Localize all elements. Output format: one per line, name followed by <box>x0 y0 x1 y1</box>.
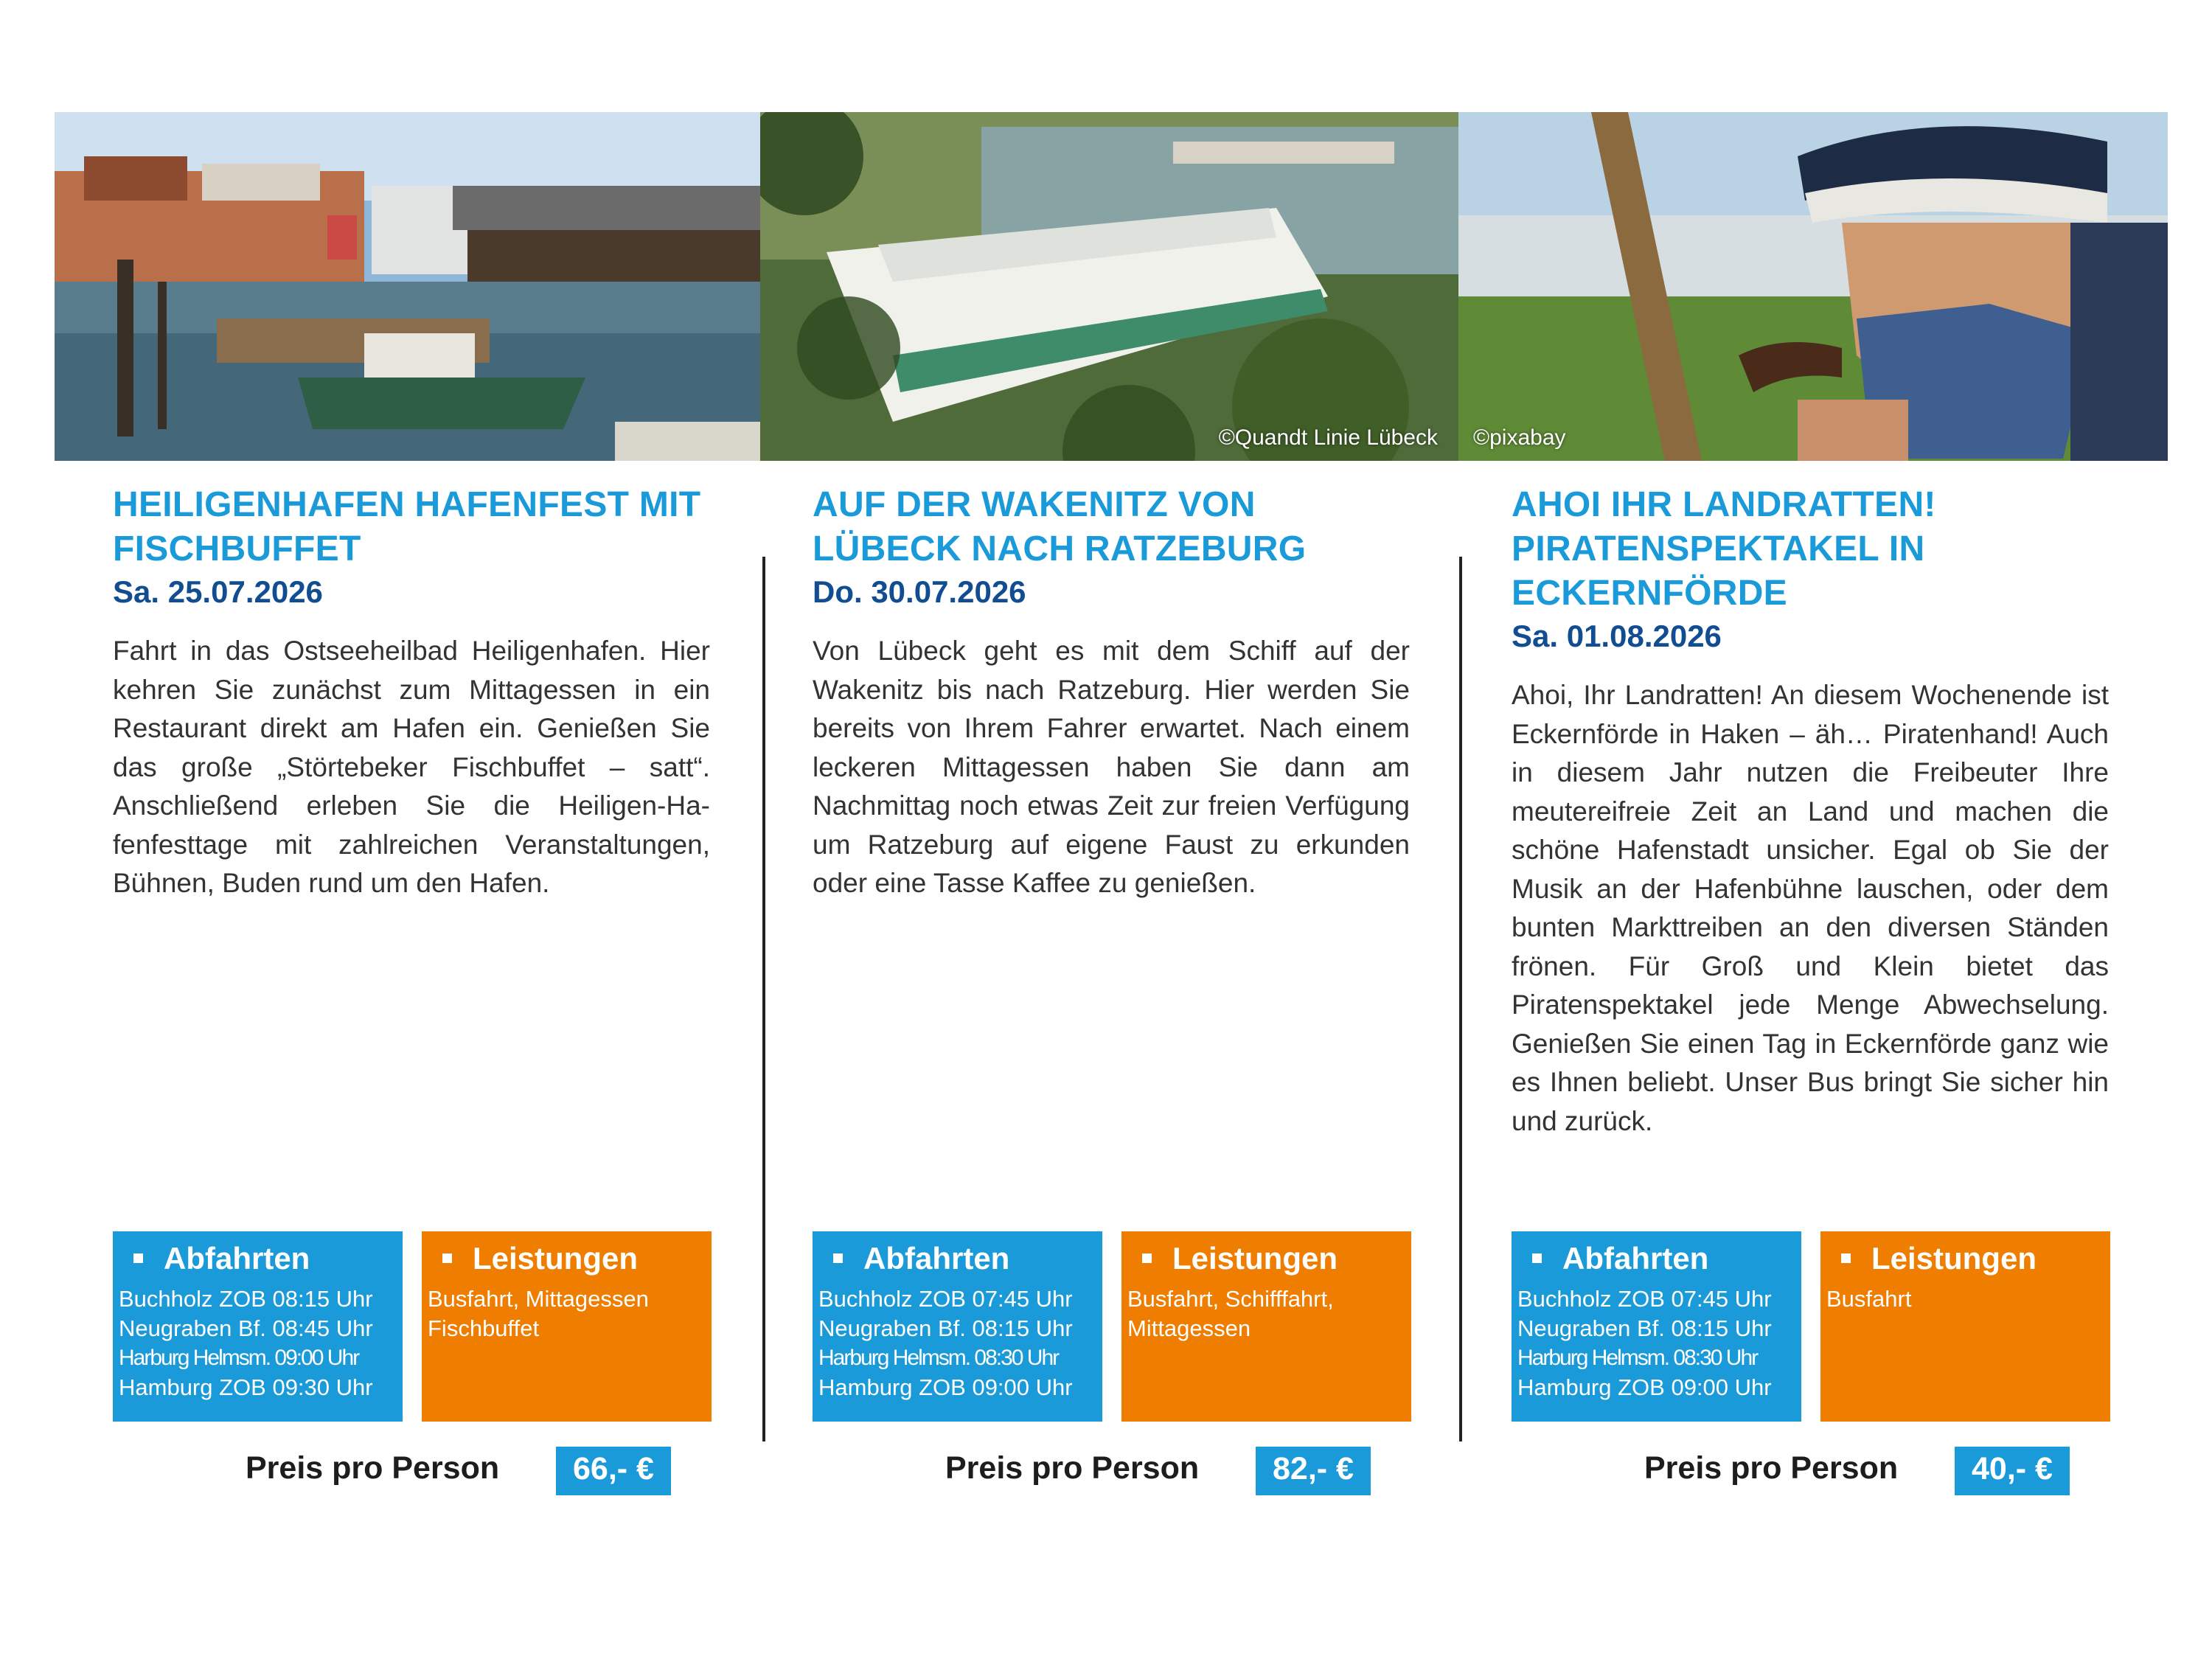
price-badge: 82,- € <box>1256 1447 1371 1495</box>
services-box <box>422 1231 712 1422</box>
service-line: Busfahrt, Mittagessen <box>428 1286 649 1312</box>
offer-description: Von Lübeck geht es mit dem Schiff auf der Wakenitz bis nach Ratzeburg. Hier werden Sie bereits von Ihrem Fahrer erwartet. Nach einem leckeren Mittagessen haben Sie dann am Nachmittag noch etwas Zeit zur freien Verfügung um Ratzeburg auf eigene Faust zu erkunden oder eine Tasse Kaffee zu genießen. <box>813 636 1410 898</box>
departure-line: Hamburg ZOB 09:00 Uhr <box>1517 1374 1772 1400</box>
bullet-square-icon <box>1841 1253 1851 1263</box>
offer-date: Do. 30.07.2026 <box>813 574 1026 609</box>
offer-title: HEILIGENHAFEN HAFENFEST MIT FISCHBUFFET <box>113 485 701 568</box>
services-heading: Leistungen <box>473 1241 639 1276</box>
departure-line: Neugraben Bf. 08:15 Uhr <box>818 1315 1073 1341</box>
offer-wakenitz <box>813 483 1410 903</box>
departure-line: Neugraben Bf. 08:15 Uhr <box>1517 1315 1772 1341</box>
price-label: Preis pro Person <box>1644 1450 1899 1486</box>
departure-line: Hamburg ZOB 09:30 Uhr <box>119 1374 373 1400</box>
departures-box <box>113 1231 403 1422</box>
service-line: Mittagessen <box>1127 1315 1251 1341</box>
price-badge: 66,- € <box>556 1447 671 1495</box>
offer-title: AUF DER WAKENITZ VON LÜBECK NACH RATZEBURG <box>813 485 1307 568</box>
departure-line: Hamburg ZOB 09:00 Uhr <box>818 1374 1073 1400</box>
service-line: Busfahrt, Schifffahrt, <box>1127 1286 1334 1312</box>
departures-heading: Abfahrten <box>164 1241 310 1276</box>
photo-credit-quandt: ©Quandt Linie Lübeck <box>1218 425 1438 450</box>
offer-heiligenhafen <box>113 483 710 903</box>
offer-title: AHOI IHR LANDRATTEN! PIRATENSPEKTAKEL IN ECKERNFÖRDE <box>1512 485 1936 613</box>
bullet-square-icon <box>833 1253 843 1263</box>
bullet-square-icon <box>442 1253 452 1263</box>
departures-box <box>813 1231 1102 1422</box>
departures-box <box>1512 1231 1801 1422</box>
service-line: Busfahrt <box>1826 1286 1912 1312</box>
services-box <box>1820 1231 2110 1422</box>
offer-date: Sa. 01.08.2026 <box>1512 619 1722 653</box>
bullet-square-icon <box>133 1253 143 1263</box>
bullet-square-icon <box>1532 1253 1542 1263</box>
river-boat-photo <box>760 112 1458 461</box>
pirate-figure-photo <box>1458 112 2168 461</box>
photo-credit-pixabay: ©pixabay <box>1473 425 1566 450</box>
bullet-square-icon <box>1142 1253 1152 1263</box>
departures-heading: Abfahrten <box>1562 1241 1709 1276</box>
departure-line: Neugraben Bf. 08:45 Uhr <box>119 1315 373 1341</box>
offer-description: Ahoi, Ihr Landratten! An diesem Wochenende ist Eckernförde in Haken – äh… Piratenhand! Auch in diesem Jahr nutzen die Freibeuter Ihre meutereifreie Zeit an Land und machen die schöne Hafenstadt unsicher. Egal ob Sie der Musik an der Hafenbühne lauschen, oder dem bunten Markttreiben an den diversen Ständen frönen. Für Groß und Klein bietet das Piratenspektakel jede Menge Abwechselung. Genießen Sie einen Tag in Eckernförde ganz wie es Ihnen beliebt. Unser Bus bringt Sie sicher hin und zurück. <box>1512 680 2109 1136</box>
departure-line: Buchholz ZOB 07:45 Uhr <box>818 1286 1073 1312</box>
harbor-photo <box>55 112 760 461</box>
service-line: Fischbuffet <box>428 1315 540 1341</box>
departure-line: Harburg Helmsm. 08:30 Uhr <box>1517 1346 1758 1370</box>
photo-strip <box>55 112 2168 461</box>
offer-description: Fahrt in das Ostseeheilbad Heiligenhafen. Hier kehren Sie zunächst zum Mittagessen in ein Restaurant direkt am Hafen ein. Genießen Sie das große „Störtebeker Fischbuffet – satt“. Anschließend erleben Sie die Heiligen-Hafenfesttage mit zahlreichen Veranstaltungen, Bühnen, Buden rund um den Hafen. <box>113 636 710 898</box>
services-heading: Leistungen <box>1871 1241 2037 1276</box>
departure-line: Harburg Helmsm. 09:00 Uhr <box>119 1346 359 1370</box>
price-label: Preis pro Person <box>945 1450 1200 1486</box>
services-heading: Leistungen <box>1172 1241 1338 1276</box>
services-box <box>1121 1231 1411 1422</box>
departure-line: Harburg Helmsm. 08:30 Uhr <box>818 1346 1059 1370</box>
departure-line: Buchholz ZOB 07:45 Uhr <box>1517 1286 1772 1312</box>
price-label: Preis pro Person <box>246 1450 500 1486</box>
column-divider <box>1459 557 1462 1441</box>
column-divider <box>762 557 765 1441</box>
price-badge: 40,- € <box>1955 1447 2070 1495</box>
departures-heading: Abfahrten <box>863 1241 1010 1276</box>
departure-line: Buchholz ZOB 08:15 Uhr <box>119 1286 373 1312</box>
offer-date: Sa. 25.07.2026 <box>113 574 323 609</box>
offer-eckernfoerde <box>1512 483 2109 1141</box>
